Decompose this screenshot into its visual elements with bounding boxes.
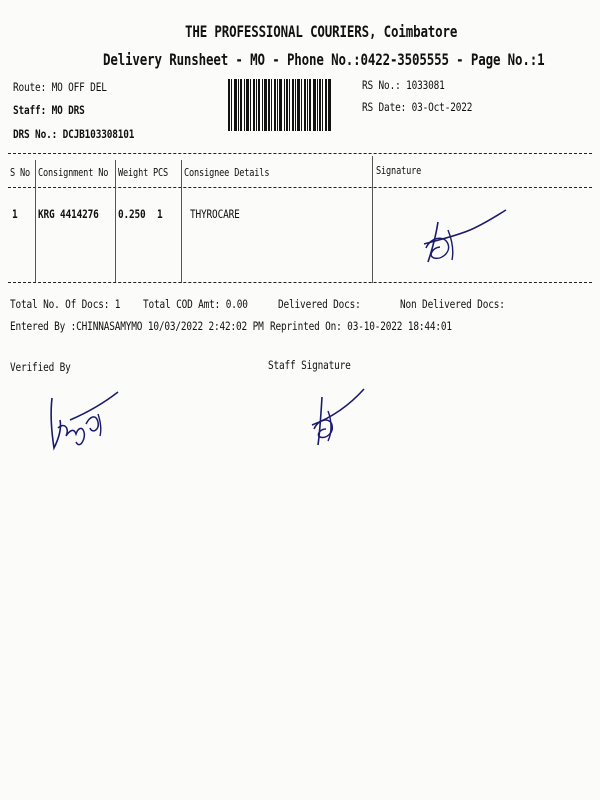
col-divider (35, 160, 36, 283)
col-header-pcs: PCS (153, 167, 169, 179)
entered-by: Entered By :CHINNASAMYMO 10/03/2022 2:42:02 PM (10, 319, 264, 333)
col-divider (372, 156, 373, 283)
cell-sno: 1 (12, 207, 18, 221)
rs-date: RS Date: 03-Oct-2022 (362, 100, 473, 114)
company-title: THE PROFESSIONAL COURIERS, Coimbatore (185, 22, 458, 41)
verified-by-label: Verified By (10, 360, 71, 374)
table-top-rule (8, 153, 592, 154)
barcode (228, 79, 353, 131)
drs-number: DRS No.: DCJB103308101 (13, 127, 135, 141)
cell-consignment: KRG 4414276 (38, 207, 99, 221)
total-docs: Total No. Of Docs: 1 (10, 297, 121, 311)
cell-consignee: THYROCARE (190, 207, 240, 221)
non-delivered-docs: Non Delivered Docs: (400, 297, 505, 311)
receiver-signature (418, 200, 513, 270)
cell-weight: 0.250 (118, 207, 146, 221)
table-bottom-rule (8, 282, 592, 283)
col-header-weight: Weight (118, 167, 149, 179)
reprinted-on: Reprinted On: 03-10-2022 18:44:01 (270, 319, 452, 333)
col-header-consignee: Consignee Details (184, 167, 270, 179)
total-cod: Total COD Amt: 0.00 (143, 297, 248, 311)
col-divider (181, 160, 182, 283)
cell-pcs: 1 (157, 207, 163, 221)
verifier-signature (40, 380, 130, 460)
delivered-docs: Delivered Docs: (278, 297, 361, 311)
table-header-rule (8, 187, 592, 188)
col-header-signature: Signature (376, 165, 422, 177)
col-header-sno: S No (10, 167, 31, 179)
staff-signature-label: Staff Signature (268, 358, 351, 372)
route-label: Route: MO OFF DEL (13, 80, 107, 94)
staff-signature (306, 383, 376, 453)
col-header-consignment: Consignment No (38, 167, 109, 179)
rs-number: RS No.: 1033081 (362, 78, 445, 92)
col-divider (115, 160, 116, 283)
runsheet-subtitle: Delivery Runsheet - MO - Phone No.:0422-3505555 - Page No.:1 (103, 50, 545, 69)
staff-label: Staff: MO DRS (13, 103, 85, 117)
